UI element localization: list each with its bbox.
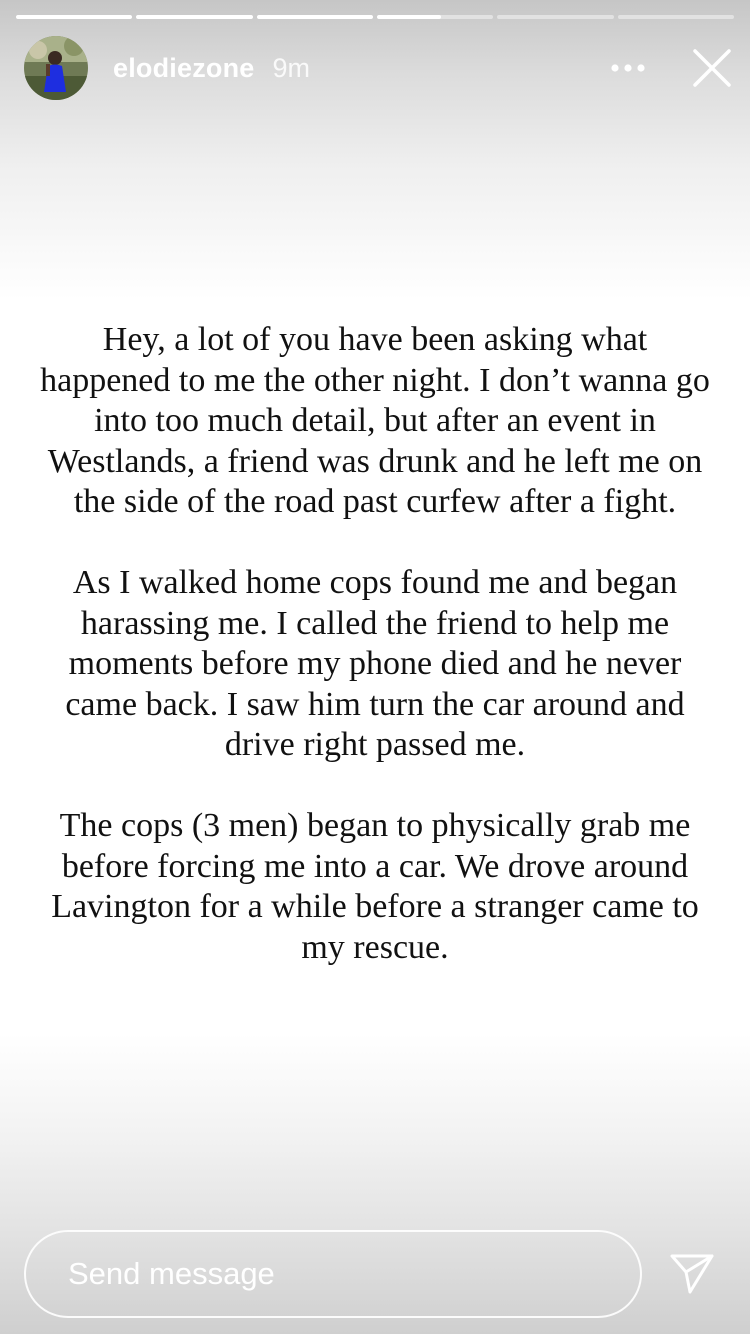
story-paragraph: The cops (3 men) began to physically grab me before forcing me into a car. We drove around Lavington for a while before a stranger came to my rescue.	[51, 807, 699, 966]
story-paragraph: As I walked home cops found me and began harassing me. I called the friend to help me moments before my phone died and he never came back. I saw him turn the car around and drive right passed me.	[65, 564, 685, 763]
progress-segment	[136, 15, 252, 19]
story-paragraph: Hey, a lot of you have been asking what happened to me the other night. I don’t wanna go into too much detail, but after an event in Westlands, a friend was drunk and he left me on the side of the road past curfew after a fight.	[40, 321, 710, 520]
close-button[interactable]	[690, 46, 734, 90]
timestamp: 9m	[272, 52, 311, 83]
progress-segment	[16, 15, 132, 19]
send-button[interactable]	[668, 1250, 716, 1298]
progress-segment	[618, 15, 734, 19]
send-paper-plane-icon	[669, 1251, 715, 1297]
close-icon	[692, 48, 732, 88]
username[interactable]: elodiezone	[113, 52, 255, 83]
avatar[interactable]	[24, 36, 88, 100]
progress-segment	[497, 15, 613, 19]
progress-segment-fill	[136, 15, 252, 19]
more-dots-icon	[610, 63, 646, 73]
story-text	[40, 320, 710, 1009]
send-message-input[interactable]	[24, 1230, 642, 1318]
story-header	[24, 36, 734, 100]
progress-segment-fill	[377, 15, 441, 19]
progress-segment-fill	[16, 15, 132, 19]
story-progress-bar	[16, 15, 734, 19]
progress-segment	[377, 15, 493, 19]
send-message-placeholder: Send message	[68, 1256, 275, 1291]
progress-segment-fill	[257, 15, 373, 19]
more-options-button[interactable]	[606, 50, 650, 86]
progress-segment	[257, 15, 373, 19]
